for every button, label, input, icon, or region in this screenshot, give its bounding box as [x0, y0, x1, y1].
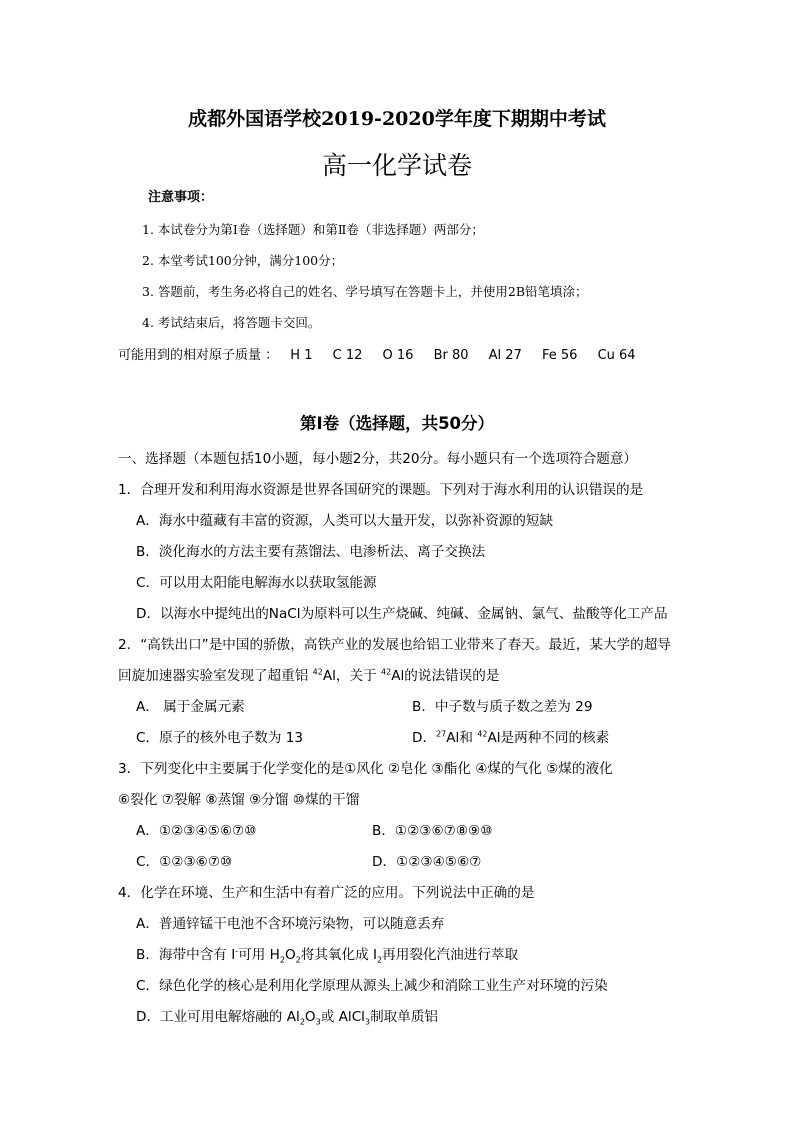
q2-mass-number: 42 [312, 667, 323, 677]
q4-b-text: B．海带中含有 I [136, 947, 236, 963]
q4-b-text: O [284, 947, 296, 963]
question-3-stem-line2: ⑥裂化 ⑦裂解 ⑧蒸馏 ⑨分馏 ⑩煤的干馏 [118, 792, 360, 808]
q4-b-text: 再用裂化汽油进行萃取 [382, 947, 519, 963]
q2-d-element: Al [487, 730, 501, 746]
section-intro: 一、选择题（本题包括10小题，每小题2分，共20分。每小题只有一个选项符合题意） [118, 451, 638, 467]
q4-b-text: 可用 H [238, 947, 280, 963]
question-2-option-d [412, 726, 609, 746]
question-2-option-c: C．原子的核外电子数为 13 [136, 730, 304, 746]
question-3-option-a: A．①②③④⑤⑥⑦⑩ [136, 823, 257, 839]
atomic-mass-value: Cu 64 [597, 348, 636, 363]
q4-b-subscript: 2 [279, 955, 285, 965]
q4-d-subscript: 2 [299, 1017, 305, 1027]
question-3-option-b: B．①②③⑥⑦⑧⑨⑩ [372, 823, 493, 839]
q2-text: ，关于 [335, 668, 382, 684]
question-2-option-b: B．中子数与质子数之差为 29 [412, 699, 593, 715]
exam-title: 高一化学试卷 [321, 151, 472, 180]
school-exam-heading: 成都外国语学校2019-2020学年度下期期中考试 [188, 108, 606, 130]
q2-d-mid: 和 [459, 730, 478, 746]
question-3-stem-line1: 3．下列变化中主要属于化学变化的是①风化 ②皂化 ③酯化 ④煤的气化 ⑤煤的液化 [118, 761, 613, 777]
question-4-option-d [136, 1005, 438, 1027]
notice-heading: 注意事项： [148, 190, 214, 205]
question-1-option-c: C．可以用太阳能电解海水以获取氢能源 [136, 575, 377, 591]
q2-text: 的说法错误的是 [404, 668, 500, 684]
question-1-option-d: D．以海水中提纯出的NaCl为原料可以生产烧碱、纯碱、金属钠、氯气、盐酸等化工产品 [136, 606, 668, 622]
q4-b-text: 将其氧化成 I [300, 947, 378, 963]
atomic-mass-value: Fe 56 [541, 348, 578, 363]
q2-d-element: Al [446, 730, 460, 746]
q4-d-subscript: 3 [364, 1017, 371, 1027]
question-2-stem-line2 [118, 664, 499, 684]
question-1-stem: 1．合理开发和利用海水资源是世界各国研究的课题。下列对于海水利用的认识错误的是 [118, 482, 644, 498]
question-2-stem-line1: 2．“高铁出口”是中国的骄傲，高铁产业的发展也给铝工业带来了春天。最近，某大学的超导 [118, 637, 671, 653]
question-1-option-a: A．海水中蕴藏有丰富的资源，人类可以大量开发，以弥补资源的短缺 [136, 513, 554, 529]
q2-d-mass2: 42 [477, 729, 488, 739]
q2-element: Al [391, 668, 405, 684]
q4-b-subscript: 2 [295, 955, 301, 965]
notice-item: 4. 考试结束后，将答题卡交回。 [142, 315, 321, 330]
q2-mass-number: 42 [381, 667, 392, 677]
q4-d-subscript: 3 [315, 1017, 321, 1027]
notice-item: 1. 本试卷分为第Ⅰ卷（选择题）和第Ⅱ卷（非选择题）两部分； [142, 222, 484, 237]
q2-text: 回旋加速器实验室发现了超重铝 [118, 668, 313, 684]
notice-item: 3. 答题前，考生务必将自己的姓名、学号填写在答题卡上，并使用2B铅笔填涂； [142, 284, 588, 299]
atomic-mass-value: Al 27 [488, 348, 522, 363]
question-4-option-b [136, 943, 518, 965]
q4-d-text: 或 AlCl [320, 1009, 365, 1025]
atomic-mass-value: H 1 [290, 348, 313, 363]
question-3-option-d: D．①②③④⑤⑥⑦ [372, 854, 482, 870]
q2-d-mass1: 27 [436, 729, 447, 739]
q2-d-prefix: D． [412, 730, 437, 746]
notice-item: 2. 本堂考试100分钟，满分100分； [142, 253, 344, 268]
atomic-mass-value: O 16 [382, 348, 414, 363]
question-2-option-a: A． 属于金属元素 [136, 699, 245, 715]
question-4-stem: 4．化学在环境、生产和生活中有着广泛的应用。下列说法中正确的是 [118, 885, 535, 901]
atomic-mass-label: 可能用到的相对原子质量 ： [118, 348, 279, 363]
q4-d-text: 制取单质铝 [370, 1009, 439, 1025]
q4-d-text: O [304, 1009, 316, 1025]
question-4-option-c: C．绿色化学的核心是利用化学原理从源头上减少和消除工业生产对环境的污染 [136, 978, 608, 994]
section-title: 第Ⅰ卷（选择题，共50分） [299, 414, 495, 433]
question-3-option-c: C．①②③⑥⑦⑩ [136, 854, 233, 870]
question-1-option-b: B．淡化海水的方法主要有蒸馏法、电渗析法、离子交换法 [136, 544, 486, 560]
atomic-mass-value: Br 80 [433, 348, 469, 363]
q2-element: Al [322, 668, 336, 684]
atomic-mass-value: C 12 [332, 348, 363, 363]
q2-d-suffix: 是两种不同的核素 [500, 730, 610, 746]
q4-d-text: D．工业可用电解熔融的 Al [136, 1009, 300, 1025]
q4-b-charge: - [235, 946, 239, 956]
q4-b-subscript: 2 [377, 955, 383, 965]
question-4-option-a: A．普通锌锰干电池不含环境污染物，可以随意丢弃 [136, 916, 445, 932]
atomic-mass-line [118, 344, 652, 363]
